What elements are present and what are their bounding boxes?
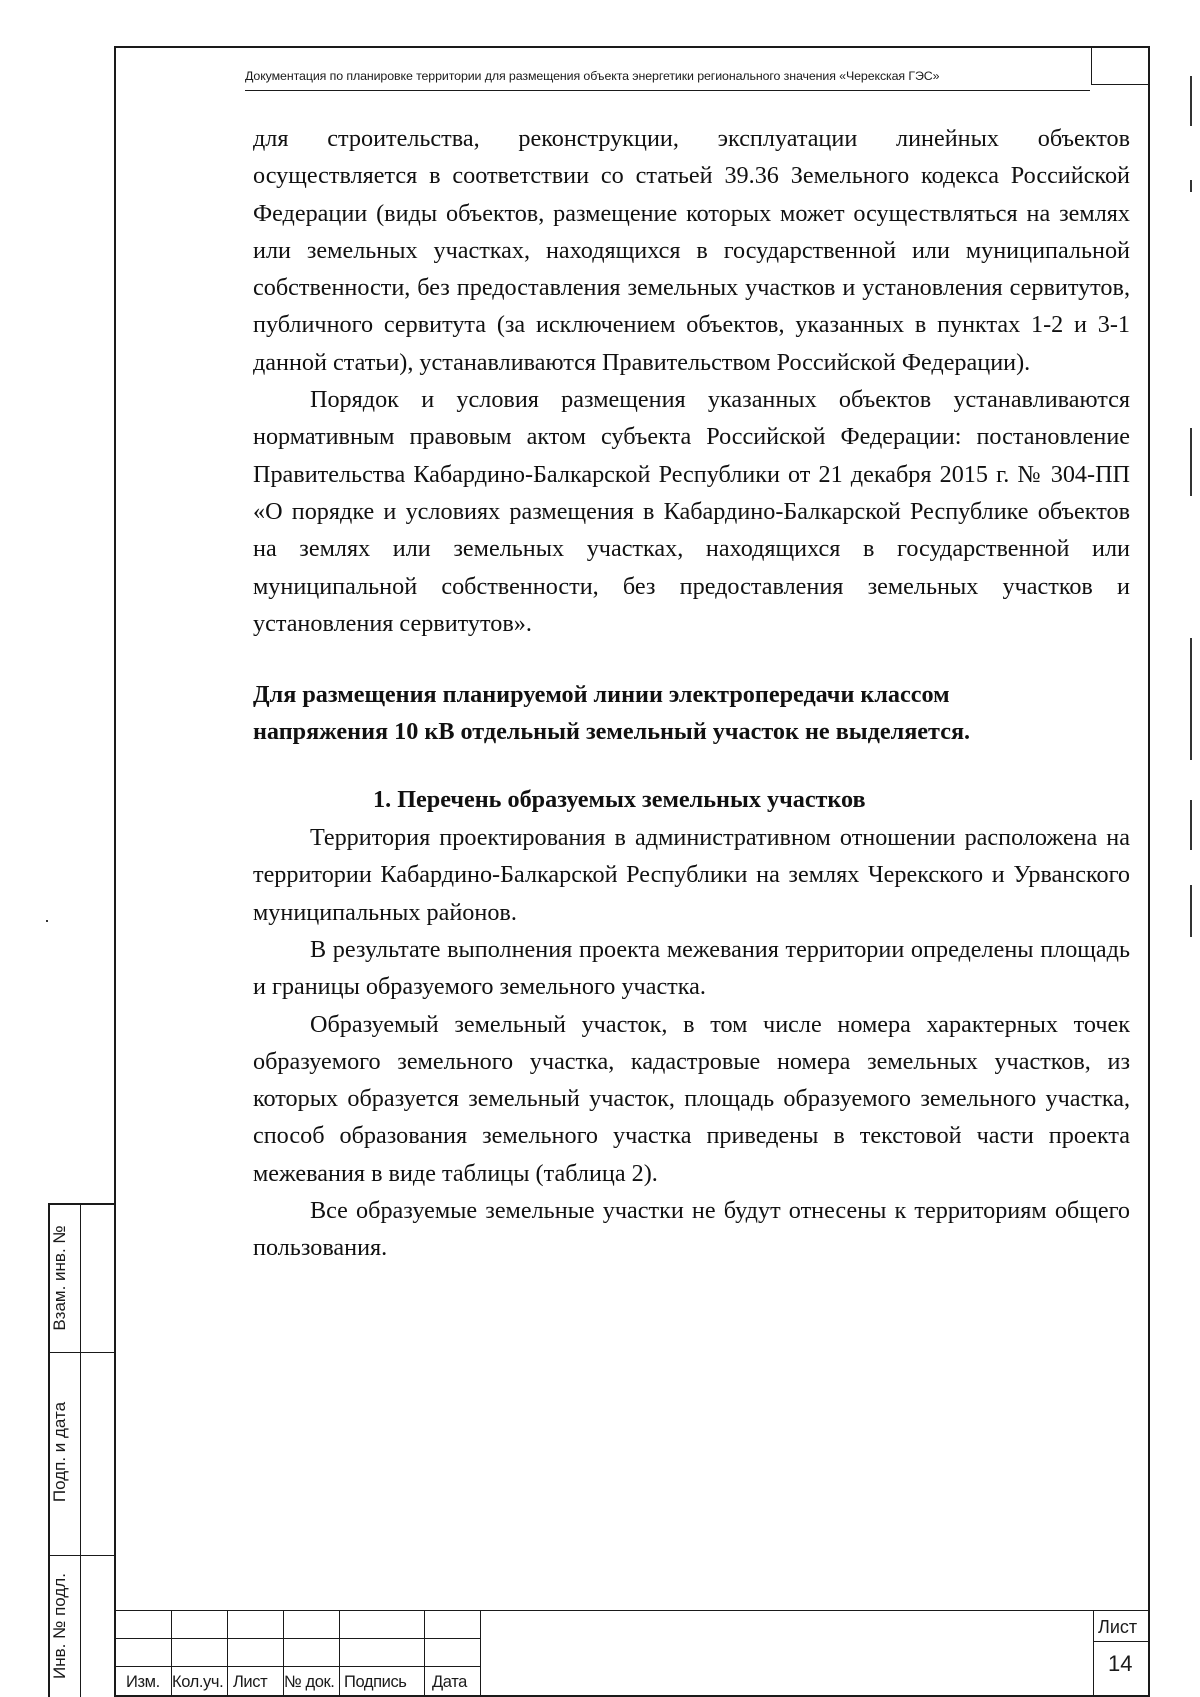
header-box-left xyxy=(1091,48,1092,84)
title-block-col-4 xyxy=(339,1610,340,1697)
side-stamp-inner xyxy=(80,1203,81,1697)
scan-mark-1 xyxy=(1190,76,1192,126)
paragraph-article-39-36: для строительства, реконструкции, эксплуатации линейных объектов осуществляется в соответствии со статьей 39.36 Земельного кодекса Российской Федерации (виды объектов, размещение которых может осуществляться на землях или земельных участках, находящихся в государственной или муниципальной собственности, без предоставления земельных участков и установления сервитутов, публичного сервитута (за исключением объектов, указанных в пунктах 1-2 и 3-1 данной статьи), устанавливаются Правительством Российской Федерации). xyxy=(253,125,1130,376)
stamp-label-list: Лист xyxy=(233,1673,268,1691)
side-label-podp-data: Подп. и дата xyxy=(50,1401,69,1503)
paragraph-survey-result: В результате выполнения проекта межевания территории определены площадь и границы образуемого земельного участка. xyxy=(253,935,1130,1001)
frame-right-border xyxy=(1148,46,1150,1697)
stamp-label-n-dok: № док. xyxy=(284,1673,335,1691)
section-heading: 1. Перечень образуемых земельных участков xyxy=(373,785,866,813)
side-stamp-divider-1 xyxy=(48,1352,115,1353)
sheet-box-left xyxy=(1093,1610,1094,1697)
header-box-bottom xyxy=(1091,84,1149,85)
header-title: Документация по планировке территории для размещения объекта энергетики регионального значения «Черекская ГЭС» xyxy=(245,69,940,83)
scan-mark-7 xyxy=(46,920,48,922)
scan-mark-5 xyxy=(1190,800,1192,850)
sheet-box-divider xyxy=(1093,1641,1150,1642)
sheet-number: 14 xyxy=(1108,1651,1133,1676)
paragraph-territory: Территория проектирования в административном отношении расположена на территории Кабардино-Балкарской Республики на землях Черекского и Урванского муниципальных районов. xyxy=(253,824,1130,926)
scan-mark-6 xyxy=(1190,885,1192,937)
main-text xyxy=(253,120,1130,1267)
title-block-top xyxy=(114,1610,1150,1611)
header-underline xyxy=(245,90,1090,91)
scan-mark-4 xyxy=(1190,638,1192,760)
sheet-label: Лист xyxy=(1098,1617,1138,1637)
title-block-col-6 xyxy=(480,1610,481,1697)
title-block-col-2 xyxy=(227,1610,228,1697)
side-label-vzam-inv: Взам. инв. № xyxy=(50,1225,69,1331)
title-block-row-2 xyxy=(114,1666,480,1667)
title-block-col-5 xyxy=(424,1610,425,1697)
stamp-label-podpis: Подпись xyxy=(344,1673,407,1691)
side-stamp-divider-2 xyxy=(48,1555,115,1556)
side-stamp-top xyxy=(48,1203,115,1205)
paragraph-land-plot: Образуемый земельный участок, в том числе номера характерных точек образуемого земельного участка, кадастровые номера земельных участков, из которых образуется земельный участок, площадь образуемого земельного участка, способ образования земельного участка приведены в текстовой части проекта межевания в виде таблицы (таблица 2). xyxy=(253,1010,1130,1187)
stamp-label-data: Дата xyxy=(432,1673,467,1691)
notice-line-1: Для размещения планируемой линии электропередачи классом xyxy=(253,681,950,709)
scan-mark-2 xyxy=(1190,180,1192,192)
frame-left-border xyxy=(114,46,116,1697)
frame-top-border xyxy=(114,46,1149,48)
stamp-label-kol-uch: Кол.уч. xyxy=(172,1673,224,1691)
scan-mark-3 xyxy=(1190,428,1192,496)
side-label-inv-podl: Инв. № подл. xyxy=(50,1573,69,1679)
stamp-label-izm: Изм. xyxy=(126,1673,160,1691)
notice-line-2: напряжения 10 кВ отдельный земельный участок не выделяется. xyxy=(253,718,971,746)
paragraph-placement-order: Порядок и условия размещения указанных объектов устанавливаются нормативным правовым актом субъекта Российской Федерации: постановление Правительства Кабардино-Балкарской Республики от 21 декабря 2015 г. № 304-ПП «О порядке и условиях размещения в Кабардино-Балкарской Республике объектов на землях или земельных участках, находящихся в государственной или муниципальной собственности, без предоставления земельных участков и установления сервитутов». xyxy=(253,386,1130,637)
title-block-row-1 xyxy=(114,1638,480,1639)
paragraph-public-use: Все образуемые земельные участки не будут отнесены к территориям общего пользования. xyxy=(253,1197,1130,1262)
